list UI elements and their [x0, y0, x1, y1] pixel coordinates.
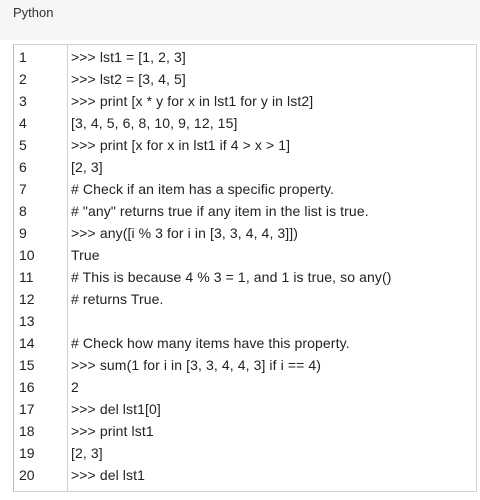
- line-code: # Check how many items have this property.: [71, 335, 350, 351]
- code-line: [13, 68, 477, 90]
- code-line: [13, 442, 477, 464]
- code-line: [13, 112, 477, 134]
- line-code: # This is because 4 % 3 = 1, and 1 is true, so any(): [71, 269, 392, 285]
- line-code: # returns True.: [71, 291, 164, 307]
- line-number: 1: [19, 49, 27, 65]
- code-line: [13, 354, 477, 376]
- line-number: 5: [19, 137, 27, 153]
- line-number: 10: [19, 247, 35, 263]
- line-code: [2, 3]: [71, 445, 103, 461]
- code-line: [13, 332, 477, 354]
- line-code: >>> del lst1: [71, 467, 145, 483]
- code-line: [13, 222, 477, 244]
- line-number: 20: [19, 467, 35, 483]
- line-number: 12: [19, 291, 35, 307]
- line-code: >>> print [x * y for x in lst1 for y in lst2]: [71, 93, 314, 109]
- line-number: 6: [19, 159, 27, 175]
- line-number: 15: [19, 357, 35, 373]
- code-line: [13, 420, 477, 442]
- code-line: [13, 46, 477, 68]
- line-number: 18: [19, 423, 35, 439]
- code-line: [13, 464, 477, 486]
- code-line: [13, 310, 477, 332]
- code-line: [13, 178, 477, 200]
- code-block-header: [0, 0, 480, 40]
- line-number: 2: [19, 71, 27, 87]
- code-line: [13, 134, 477, 156]
- line-number: 17: [19, 401, 35, 417]
- line-code: [3, 4, 5, 6, 8, 10, 9, 12, 15]: [71, 115, 238, 131]
- line-code: >>> any([i % 3 for i in [3, 3, 4, 4, 3]]): [71, 225, 299, 241]
- code-line: [13, 376, 477, 398]
- line-code: [2, 3]: [71, 159, 103, 175]
- line-code: # "any" returns true if any item in the list is true.: [71, 203, 369, 219]
- language-label: Python: [13, 5, 54, 20]
- line-code: >>> lst2 = [3, 4, 5]: [71, 71, 186, 87]
- line-number: 13: [19, 313, 35, 329]
- code-line: [13, 156, 477, 178]
- line-number: 16: [19, 379, 35, 395]
- line-code: # Check if an item has a specific property.: [71, 181, 335, 197]
- line-number: 19: [19, 445, 35, 461]
- code-line: [13, 244, 477, 266]
- line-number: 11: [19, 269, 34, 285]
- line-code: >>> print lst1: [71, 423, 154, 439]
- code-line: [13, 266, 477, 288]
- line-number: 8: [19, 203, 27, 219]
- line-number: 9: [19, 225, 27, 241]
- code-lines: [13, 46, 477, 486]
- line-number: 4: [19, 115, 27, 131]
- code-line: [13, 200, 477, 222]
- line-code: >>> print [x for x in lst1 if 4 > x > 1]: [71, 137, 291, 153]
- line-number: 3: [19, 93, 27, 109]
- line-code: True: [71, 247, 100, 263]
- line-code: >>> del lst1[0]: [71, 401, 161, 417]
- line-number: 7: [19, 181, 27, 197]
- line-number: 14: [19, 335, 35, 351]
- code-line: [13, 90, 477, 112]
- line-code: 2: [71, 379, 79, 395]
- line-code: >>> lst1 = [1, 2, 3]: [71, 49, 186, 65]
- line-code: >>> sum(1 for i in [3, 3, 4, 4, 3] if i == 4): [71, 357, 322, 373]
- code-line: [13, 288, 477, 310]
- code-line: [13, 398, 477, 420]
